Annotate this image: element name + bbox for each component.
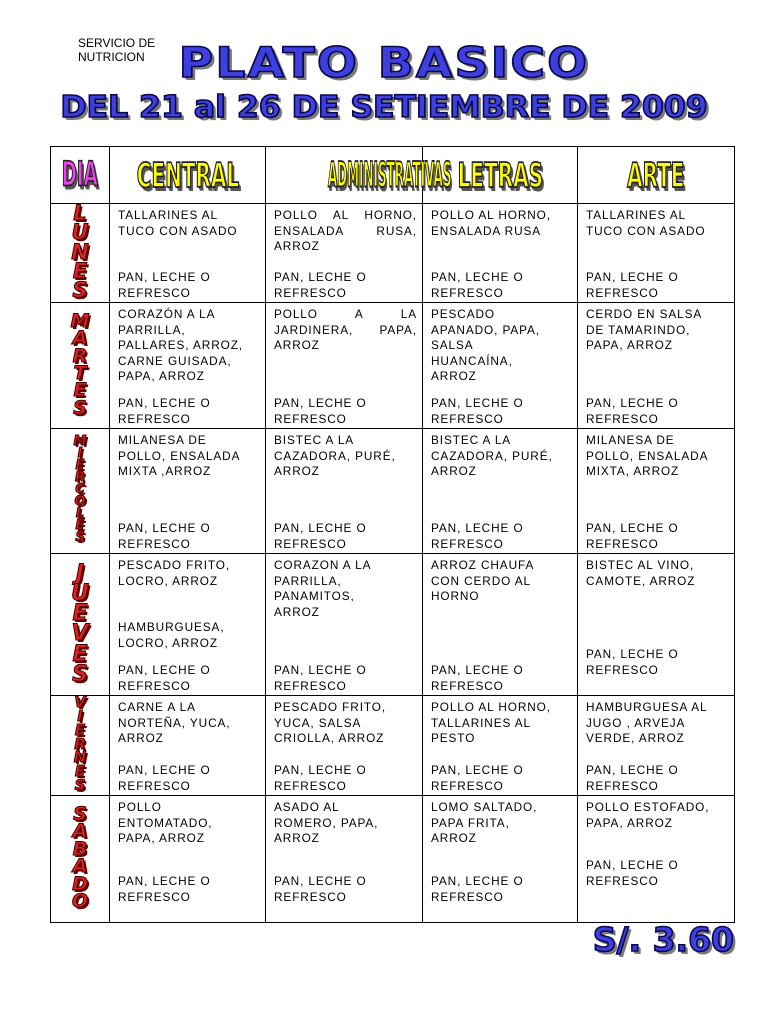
- header-letras: LETRAS: [423, 147, 578, 204]
- header-dia: DIA: [51, 147, 110, 204]
- meal-cell: [578, 429, 735, 554]
- meal-central: MILANESA DE POLLO, ENSALADA MIXTA ,ARROZ: [118, 433, 241, 479]
- drink-note: PAN, LECHE O REFRESCO: [586, 521, 679, 551]
- meal-central: CORAZÓN A LA PARRILLA, PALLARES, ARROZ, CARNE GUISADA, PAPA, ARROZ: [118, 307, 243, 384]
- day-label: J U E V E S: [71, 560, 89, 687]
- page-title: PLATO BASICO: [178, 38, 590, 87]
- meal-letras: ARROZ CHAUFA CON CERDO AL HORNO: [431, 558, 535, 604]
- table-header-row: [51, 147, 735, 204]
- drink-note: PAN, LECHE O REFRESCO: [431, 270, 524, 300]
- day-cell: [51, 693, 110, 796]
- meal-letras: LOMO SALTADO, PAPA FRITA, ARROZ: [431, 800, 538, 846]
- day-cell: [51, 303, 110, 429]
- meal-cell: [423, 796, 578, 923]
- meal-cell: [110, 303, 266, 429]
- drink-note: PAN, LECHE O REFRESCO: [274, 663, 367, 693]
- meal-cell: [266, 429, 423, 554]
- service-line-2: NUTRICION: [78, 50, 145, 64]
- table-row: [51, 796, 735, 923]
- meal-cell: [110, 796, 266, 923]
- meal-cell: [578, 696, 735, 796]
- date-range-subtitle: DEL 21 al 26 DE SETIEMBRE DE 2009: [60, 90, 708, 125]
- meal-cell: [578, 554, 735, 696]
- meal-letras: POLLO AL HORNO, TALLARINES AL PESTO: [431, 700, 551, 746]
- meal-cell: [266, 796, 423, 923]
- meal-cell: [423, 303, 578, 429]
- meal-letras: POLLO AL HORNO, ENSALADA RUSA: [431, 208, 551, 238]
- drink-note: PAN, LECHE O REFRESCO: [431, 521, 524, 551]
- meal-administrativas: BISTEC A LA CAZADORA, PURÉ, ARROZ: [274, 433, 396, 479]
- meal-arte: CERDO EN SALSA DE TAMARINDO, PAPA, ARROZ: [586, 307, 703, 353]
- meal-administrativas: POLLO AL HORNO, ENSALADA RUSA, ARROZ: [274, 208, 417, 253]
- drink-note: PAN, LECHE O REFRESCO: [431, 763, 524, 793]
- header-arte: ARTE: [578, 147, 735, 204]
- day-label: M A R T E S: [70, 309, 90, 419]
- day-cell: [51, 554, 110, 696]
- header-administrativas: ADMINISTRATIVAS: [266, 147, 423, 204]
- meal-cell: [423, 429, 578, 554]
- meal-administrativas: POLLO A LA JARDINERA, PAPA, ARROZ: [274, 307, 417, 353]
- meal-cell: [423, 204, 578, 303]
- meal-cell: [578, 796, 735, 923]
- meal-cell: [266, 204, 423, 303]
- day-label: M I E R C O L E S: [73, 434, 87, 546]
- table-row: [51, 303, 735, 429]
- table-row: [51, 554, 735, 696]
- meal-administrativas: CORAZON A LA PARRILLA, PANAMITOS, ARROZ: [274, 558, 372, 619]
- meal-arte: BISTEC AL VINO, CAMOTE, ARROZ: [586, 558, 696, 588]
- meal-cell: [266, 554, 423, 696]
- drink-note: PAN, LECHE O REFRESCO: [274, 763, 367, 793]
- drink-note: PAN, LECHE O REFRESCO: [274, 396, 367, 426]
- table-row: [51, 204, 735, 303]
- meal-arte: TALLARINES AL TUCO CON ASADO: [586, 208, 706, 238]
- table-row: [51, 696, 735, 796]
- day-cell: [51, 201, 110, 303]
- meal-administrativas: ASADO AL ROMERO, PAPA, ARROZ: [274, 800, 379, 846]
- meal-administrativas: PESCADO FRITO, YUCA, SALSA CRIOLLA, ARROZ: [274, 700, 387, 746]
- meal-cell: [110, 429, 266, 554]
- drink-note: PAN, LECHE O REFRESCO: [118, 270, 211, 300]
- meal-arte: HAMBURGUESA AL JUGO , ARVEJA VERDE, ARROZ: [586, 700, 708, 746]
- table-row: [51, 429, 735, 554]
- menu-table: [50, 146, 735, 923]
- price-label: S/. 3.60: [592, 920, 734, 959]
- drink-note: PAN, LECHE O REFRESCO: [274, 874, 367, 904]
- meal-central: POLLO ENTOMATADO, PAPA, ARROZ: [118, 800, 213, 846]
- meal-cell: [423, 554, 578, 696]
- header-central: CENTRAL: [110, 147, 266, 204]
- meal-arte: POLLO ESTOFADO, PAPA, ARROZ: [586, 800, 710, 830]
- meal-cell: [110, 696, 266, 796]
- drink-note: PAN, LECHE O REFRESCO: [431, 874, 524, 904]
- drink-note: PAN, LECHE O REFRESCO: [118, 521, 211, 551]
- drink-note: PAN, LECHE O REFRESCO: [118, 763, 211, 793]
- meal-cell: [110, 204, 266, 303]
- drink-note: PAN, LECHE O REFRESCO: [586, 858, 679, 888]
- drink-note: PAN, LECHE O REFRESCO: [586, 647, 679, 677]
- drink-note: PAN, LECHE O REFRESCO: [118, 874, 211, 904]
- meal-central: CARNE A LA NORTEÑA, YUCA, ARROZ: [118, 700, 231, 746]
- drink-note: PAN, LECHE O REFRESCO: [118, 396, 211, 426]
- day-cell: [51, 429, 110, 554]
- meal-cell: [578, 204, 735, 303]
- drink-note: PAN, LECHE O REFRESCO: [586, 763, 679, 793]
- service-line-1: SERVICIO DE: [78, 36, 156, 50]
- meal-arte: MILANESA DE POLLO, ENSALADA MIXTA, ARROZ: [586, 433, 709, 479]
- day-label: V I E R N E S: [73, 693, 87, 795]
- meal-letras: PESCADO APANADO, PAPA, SALSA HUANCAÍNA, ARROZ: [431, 307, 540, 384]
- meal-letras: BISTEC A LA CAZADORA, PURÉ, ARROZ: [431, 433, 553, 479]
- drink-note: PAN, LECHE O REFRESCO: [118, 663, 211, 693]
- meal-cell: [423, 696, 578, 796]
- meal-cell: [266, 303, 423, 429]
- meal-cell: [266, 696, 423, 796]
- drink-note: PAN, LECHE O REFRESCO: [586, 270, 679, 300]
- drink-note: PAN, LECHE O REFRESCO: [274, 521, 367, 551]
- meal-central: TALLARINES AL TUCO CON ASADO: [118, 208, 238, 238]
- day-label: L U N E S: [71, 201, 89, 303]
- drink-note: PAN, LECHE O REFRESCO: [586, 396, 679, 426]
- day-cell: [51, 796, 110, 923]
- day-label: S A B A D O: [71, 802, 89, 913]
- drink-note: PAN, LECHE O REFRESCO: [274, 270, 367, 300]
- meal-central: PESCADO FRITO, LOCRO, ARROZ HAMBURGUESA, LOCRO, ARROZ: [118, 558, 231, 650]
- meal-cell: [110, 554, 266, 696]
- drink-note: PAN, LECHE O REFRESCO: [431, 663, 524, 693]
- meal-cell: [578, 303, 735, 429]
- drink-note: PAN, LECHE O REFRESCO: [431, 396, 524, 426]
